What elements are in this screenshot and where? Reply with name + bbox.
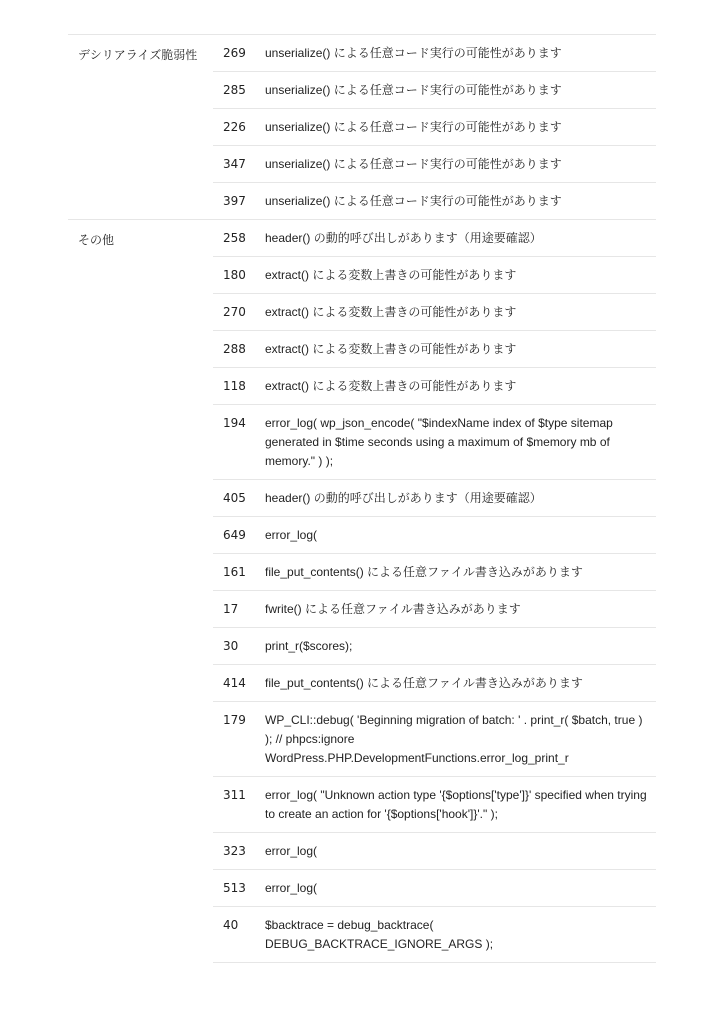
finding-description: $backtrace = debug_backtrace( DEBUG_BACKTRACE_IGNORE_ARGS ); <box>265 918 494 951</box>
table-row <box>213 627 656 664</box>
table-row <box>213 553 656 590</box>
finding-description: error_log( "Unknown action type '{$options['type']}' specified when trying to create an action for '{$options['hook']}'." ); <box>265 788 647 821</box>
line-number: 226 <box>223 120 246 134</box>
line-number: 40 <box>223 918 239 932</box>
finding-description: header() の動的呼び出しがあります（用途要確認） <box>265 231 542 245</box>
table-row <box>213 367 656 404</box>
table-bottom-border <box>213 962 656 963</box>
finding-description: header() の動的呼び出しがあります（用途要確認） <box>265 491 542 505</box>
line-number: 347 <box>223 157 246 171</box>
table-row <box>213 590 656 627</box>
line-number: 179 <box>223 713 246 727</box>
category-label: デシリアライズ脆弱性 <box>78 48 198 62</box>
table-row <box>213 869 656 906</box>
table-row <box>213 35 656 71</box>
line-number: 270 <box>223 305 246 319</box>
table-row <box>213 108 656 145</box>
table-row <box>213 516 656 553</box>
table-row <box>213 404 656 479</box>
findings-group <box>68 34 656 219</box>
line-number: 285 <box>223 83 246 97</box>
finding-description: error_log( <box>265 528 318 542</box>
finding-description: error_log( wp_json_encode( "$indexName index of $type sitemap generated in $time seconds using a maximum of $memory mb of memory." ) ); <box>265 416 613 468</box>
line-number: 194 <box>223 416 246 430</box>
line-number: 405 <box>223 491 246 505</box>
line-number: 180 <box>223 268 246 282</box>
table-row <box>213 71 656 108</box>
line-number: 323 <box>223 844 246 858</box>
table-row <box>213 701 656 776</box>
finding-description: file_put_contents() による任意ファイル書き込みがあります <box>265 565 583 579</box>
table-row <box>213 664 656 701</box>
table-row <box>213 479 656 516</box>
table-row <box>213 145 656 182</box>
line-number: 311 <box>223 788 246 802</box>
line-number: 258 <box>223 231 246 245</box>
finding-description: print_r($scores); <box>265 639 353 653</box>
table-row <box>213 832 656 869</box>
table-row <box>213 220 656 256</box>
finding-description: extract() による変数上書きの可能性があります <box>265 268 517 282</box>
finding-description: error_log( <box>265 881 318 895</box>
finding-description: unserialize() による任意コード実行の可能性があります <box>265 83 562 97</box>
table-row <box>213 776 656 832</box>
line-number: 288 <box>223 342 246 356</box>
finding-description: unserialize() による任意コード実行の可能性があります <box>265 120 562 134</box>
findings-table <box>68 34 656 963</box>
findings-group <box>68 219 656 962</box>
finding-description: WP_CLI::debug( 'Beginning migration of batch: ' . print_r( $batch, true ) ); // phpcs:ignore WordPress.PHP.DevelopmentFunctions.error_log_print_r <box>265 713 643 765</box>
finding-description: file_put_contents() による任意ファイル書き込みがあります <box>265 676 583 690</box>
table-row <box>213 293 656 330</box>
table-row <box>213 256 656 293</box>
line-number: 414 <box>223 676 246 690</box>
finding-description: error_log( <box>265 844 318 858</box>
line-number: 17 <box>223 602 239 616</box>
group-rows <box>213 35 656 219</box>
line-number: 118 <box>223 379 246 393</box>
finding-description: unserialize() による任意コード実行の可能性があります <box>265 194 562 208</box>
category-label: その他 <box>78 233 115 247</box>
group-rows <box>213 220 656 962</box>
finding-description: unserialize() による任意コード実行の可能性があります <box>265 157 562 171</box>
finding-description: extract() による変数上書きの可能性があります <box>265 342 517 356</box>
finding-description: extract() による変数上書きの可能性があります <box>265 379 517 393</box>
finding-description: extract() による変数上書きの可能性があります <box>265 305 517 319</box>
table-row <box>213 330 656 367</box>
line-number: 269 <box>223 46 246 60</box>
table-row <box>213 906 656 962</box>
line-number: 513 <box>223 881 246 895</box>
line-number: 161 <box>223 565 246 579</box>
table-row <box>213 182 656 219</box>
line-number: 30 <box>223 639 239 653</box>
line-number: 649 <box>223 528 246 542</box>
finding-description: unserialize() による任意コード実行の可能性があります <box>265 46 562 60</box>
finding-description: fwrite() による任意ファイル書き込みがあります <box>265 602 521 616</box>
line-number: 397 <box>223 194 246 208</box>
